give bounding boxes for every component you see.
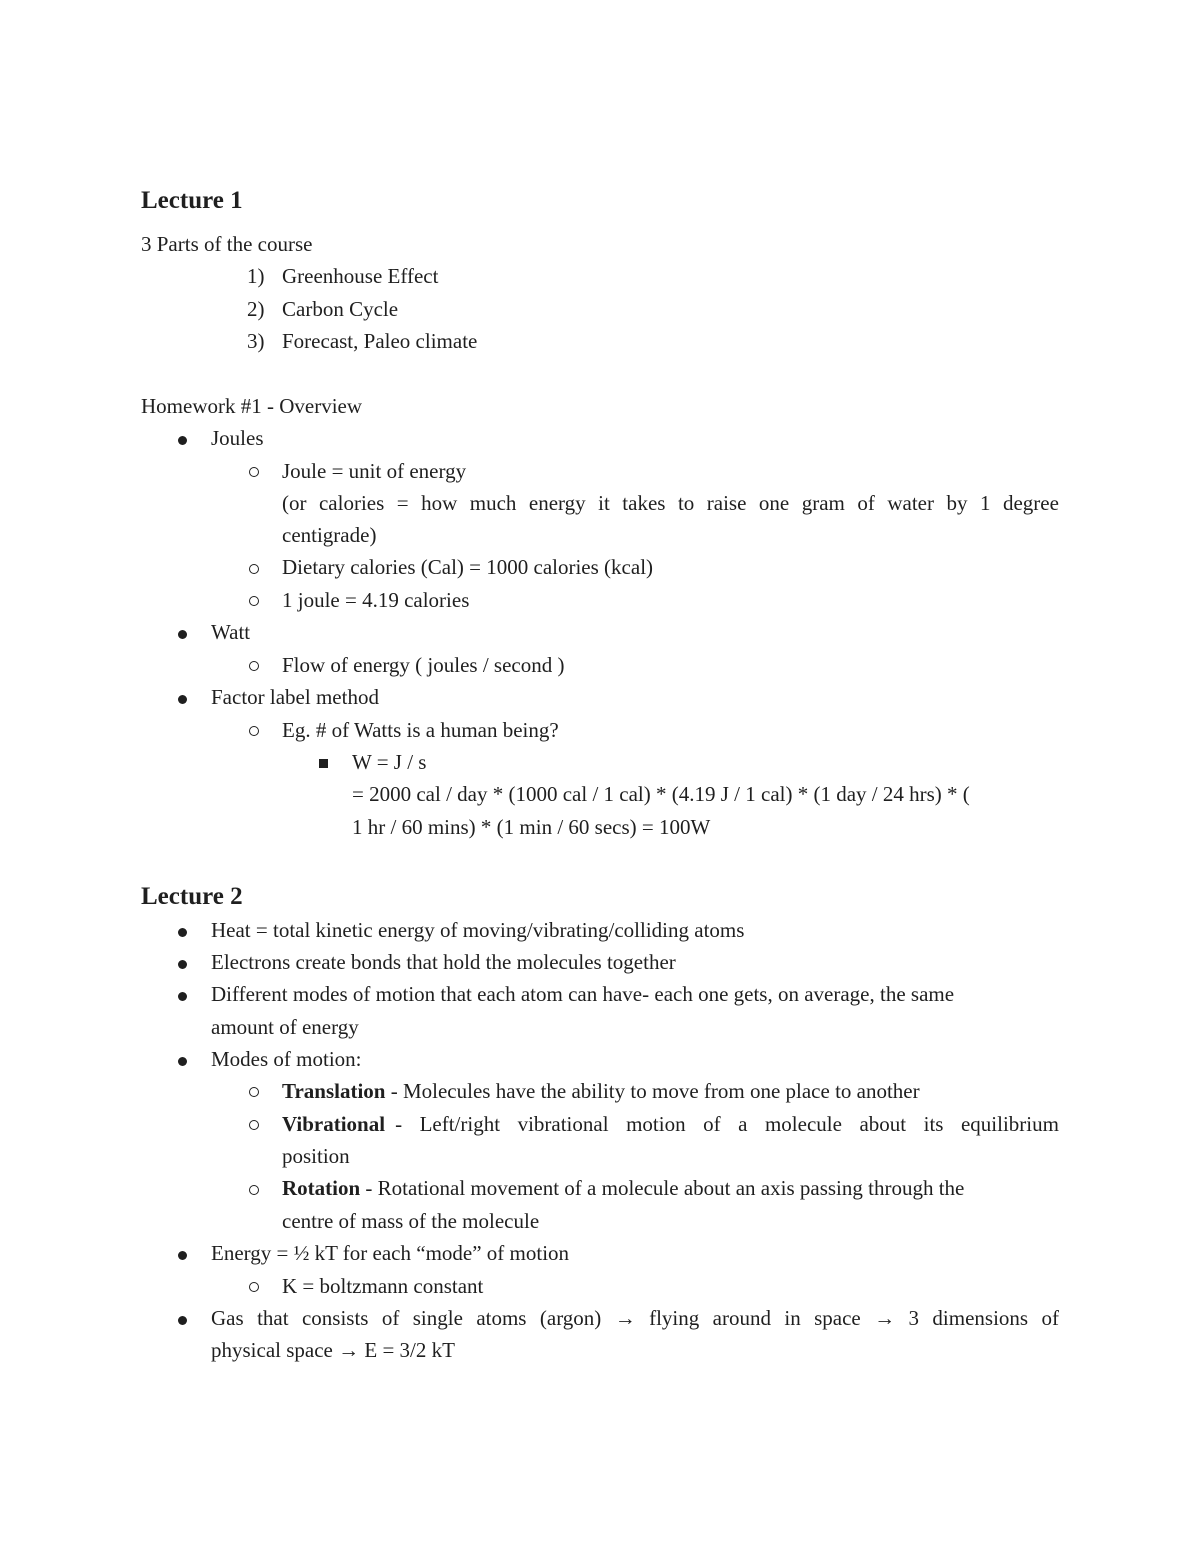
bullet-icon (178, 1251, 187, 1260)
bullet-icon (178, 1057, 187, 1066)
list-item: Flow of energy ( joules / second ) (282, 653, 565, 677)
calculation-line: = 2000 cal / day * (1000 cal / 1 cal) * (4.19 J / 1 cal) * (1 day / 24 hrs) * ( (352, 782, 970, 806)
word: Left/right (419, 1112, 501, 1136)
word: of (1041, 1306, 1059, 1330)
bullet-icon (178, 630, 187, 639)
word: molecule (764, 1112, 842, 1136)
lecture-1-heading: Lecture 1 (141, 187, 243, 214)
bullet-icon (178, 960, 187, 969)
term: Translation (282, 1079, 386, 1103)
homework-title: Homework #1 - Overview (141, 394, 363, 418)
list-item (282, 1114, 1059, 1135)
list-item-continuation: physical space → E = 3/2 kT (211, 1338, 455, 1362)
circle-bullet-icon (249, 1185, 259, 1195)
list-item: Eg. # of Watts is a human being? (282, 718, 559, 742)
bullet-icon (178, 1316, 187, 1325)
list-item: Factor label method (211, 685, 379, 709)
word: water (887, 491, 934, 515)
circle-bullet-icon (249, 467, 259, 477)
word: = (396, 491, 409, 515)
bullet-icon (178, 992, 187, 1001)
word: takes (622, 491, 666, 515)
word: → (874, 1306, 896, 1330)
lecture-2-heading: Lecture 2 (141, 883, 243, 910)
list-item: Joules (211, 426, 264, 450)
list-item: W = J / s (352, 750, 427, 774)
list-item-continuation: centre of mass of the molecule (282, 1209, 540, 1233)
list-item: K = boltzmann constant (282, 1274, 484, 1298)
word: in (784, 1306, 801, 1330)
circle-bullet-icon (249, 596, 259, 606)
word: dimensions (932, 1306, 1029, 1330)
word: Gas (211, 1306, 244, 1330)
list-item (211, 1308, 1059, 1329)
circle-bullet-icon (249, 1282, 259, 1292)
word: gram (801, 491, 845, 515)
word: atoms (476, 1306, 527, 1330)
list-item-continuation: amount of energy (211, 1015, 359, 1039)
word: how (421, 491, 458, 515)
word: much (469, 491, 517, 515)
list-item: Electrons create bonds that hold the molecules together (211, 950, 676, 974)
list-item-continuation (282, 493, 1059, 514)
word: it (598, 491, 610, 515)
word: (argon) (539, 1306, 602, 1330)
word: around (712, 1306, 771, 1330)
list-item: 1 joule = 4.19 calories (282, 588, 470, 612)
bullet-icon (178, 436, 187, 445)
word: degree (1002, 491, 1059, 515)
word: of (857, 491, 875, 515)
list-number: 2) (247, 297, 265, 321)
word: one (758, 491, 790, 515)
list-item-continuation: position (282, 1144, 350, 1168)
word: raise (706, 491, 747, 515)
list-item: Dietary calories (Cal) = 1000 calories (kcal) (282, 555, 654, 579)
list-number: 1) (247, 264, 265, 288)
word: single (412, 1306, 463, 1330)
circle-bullet-icon (249, 726, 259, 736)
list-item: Energy = ½ kT for each “mode” of motion (211, 1241, 570, 1265)
word: 1 (979, 491, 991, 515)
word: vibrational (517, 1112, 609, 1136)
word: calories (318, 491, 385, 515)
list-item: Forecast, Paleo climate (282, 329, 478, 353)
circle-bullet-icon (249, 564, 259, 574)
list-number: 3) (247, 329, 265, 353)
circle-bullet-icon (249, 661, 259, 671)
list-item: Watt (211, 620, 251, 644)
list-item: Modes of motion: (211, 1047, 362, 1071)
definition (395, 1114, 1059, 1135)
list-item (282, 1178, 964, 1199)
course-parts-intro: 3 Parts of the course (141, 232, 313, 256)
list-item: Joule = unit of energy (282, 459, 467, 483)
word: of (381, 1306, 400, 1330)
word: to (677, 491, 695, 515)
circle-bullet-icon (249, 1087, 259, 1097)
circle-bullet-icon (249, 1120, 259, 1130)
term: Vibrational (282, 1112, 386, 1136)
word: energy (528, 491, 586, 515)
word: motion (626, 1112, 686, 1136)
definition: - Rotational movement of a molecule about an axis passing through the (360, 1176, 965, 1200)
calculation-line: 1 hr / 60 mins) * (1 min / 60 secs) = 100W (352, 815, 711, 839)
list-item (282, 1081, 920, 1102)
list-item: Greenhouse Effect (282, 264, 439, 288)
word: 3 (908, 1306, 920, 1330)
bullet-icon (178, 928, 187, 937)
list-item: Different modes of motion that each atom can have- each one gets, on average, the same (211, 982, 955, 1006)
definition: - Molecules have the ability to move from one place to another (385, 1079, 920, 1103)
word: of (703, 1112, 721, 1136)
word: - (395, 1112, 403, 1136)
word: space (814, 1306, 861, 1330)
list-item: Carbon Cycle (282, 297, 399, 321)
list-item: Heat = total kinetic energy of moving/vibrating/colliding atoms (211, 918, 745, 942)
word: (or (282, 491, 307, 515)
word: → (614, 1306, 636, 1330)
word: that (257, 1306, 289, 1330)
word: flying (649, 1306, 700, 1330)
term: Rotation (282, 1176, 361, 1200)
bullet-icon (178, 695, 187, 704)
word: consists (301, 1306, 369, 1330)
word: by (946, 491, 968, 515)
word: equilibrium (960, 1112, 1059, 1136)
word: about (859, 1112, 907, 1136)
square-bullet-icon (319, 759, 328, 768)
list-item-continuation: centigrade) (282, 523, 377, 547)
word: a (738, 1112, 748, 1136)
word: its (923, 1112, 944, 1136)
